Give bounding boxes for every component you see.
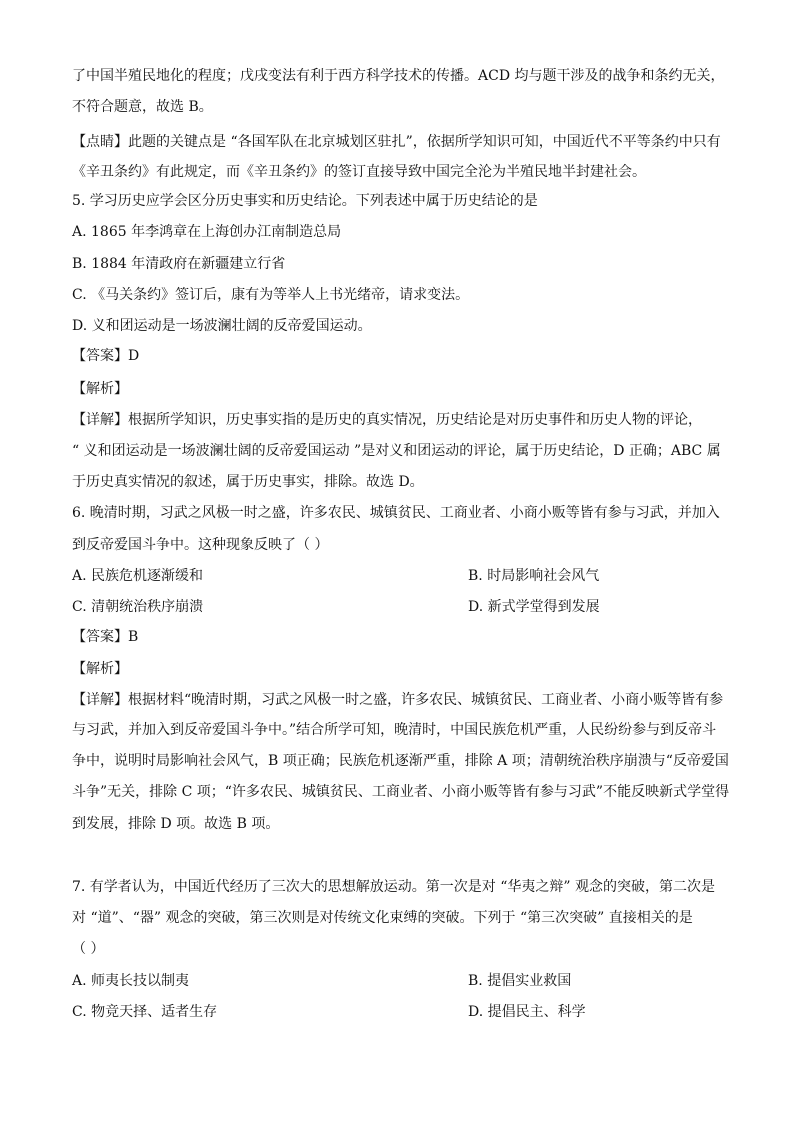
text-line: “ 义和团运动是一场波澜壮阔的反帝爱国运动 ”是对义和团运动的评论，属于历史结论，D 正确；ABC 属: [72, 443, 721, 459]
q5-option-b: B. 1884 年清政府在新疆建立行省: [72, 256, 286, 272]
question-7: 7. 有学者认为，中国近代经历了三次大的思想解放运动。第一次是对 “华夷之辩” 观念的突破，第二次是: [72, 879, 716, 895]
text-line: 争中，说明时局影响社会风气，B 项正确；民族危机逐渐严重，排除 A 项；清朝统治秩序崩溃与“反帝爱国: [72, 753, 729, 769]
text-line: 【详解】根据材料“晚清时期，习武之风极一时之盛，许多农民、城镇贫民、工商业者、小商小贩等皆有参: [72, 692, 724, 708]
q6-options-row: [72, 567, 724, 585]
q5-option-c: C. 《马关条约》签订后，康有为等举人上书光绪帝，请求变法。: [72, 287, 470, 303]
text-line: 到反帝爱国斗争中。这种现象反映了（ ）: [72, 537, 329, 553]
text-line: 【点睛】此题的关键点是 “各国军队在北京城划区驻扎”，依据所学知识可知，中国近代不平等条约中只有: [72, 134, 721, 150]
q5-option-a: A. 1865 年李鸿章在上海创办江南制造总局: [72, 224, 342, 240]
text-line: 与习武，并加入到反帝爱国斗争中。”结合所学可知，晚清时，中国民族危机严重，人民纷纷参与到反帝斗: [72, 722, 717, 738]
text-line: 于历史真实情况的叙述，属于历史事实，排除。故选 D。: [72, 474, 424, 490]
q5-option-d: D. 义和团运动是一场波澜壮阔的反帝爱国运动。: [72, 318, 372, 334]
q7-option-c: C. 物竞天择、适者生存: [72, 1004, 218, 1020]
text-line: 《辛丑条约》有此规定，而《辛丑条约》的签订直接导致中国完全沦为半殖民地半封建社会。: [72, 164, 646, 180]
q7-option-a: A. 师夷长技以制夷: [72, 973, 190, 989]
q7-option-b: B. 提倡实业救国: [468, 973, 572, 989]
q6-options-row: [72, 598, 724, 616]
q6-option-d: D. 新式学堂得到发展: [468, 599, 600, 615]
q5-answer: 【答案】D: [72, 348, 140, 364]
text-line: （ ）: [72, 941, 105, 957]
q5-analysis-heading: 【解析】: [72, 381, 128, 397]
q7-option-d: D. 提倡民主、科学: [468, 1004, 586, 1020]
question-5: 5. 学习历史应学会区分历史事实和历史结论。下列表述中属于历史结论的是: [72, 193, 538, 209]
text-line: 到发展，排除 D 项。故选 B 项。: [72, 816, 280, 832]
q6-analysis-heading: 【解析】: [72, 661, 128, 677]
text-line: 不符合题意，故选 B。: [72, 99, 213, 115]
q6-option-a: A. 民族危机逐渐缓和: [72, 568, 204, 584]
text-line: 斗争”无关，排除 C 项；“许多农民、城镇贫民、工商业者、小商小贩等皆有参与习武”不能反映新式学堂得: [72, 784, 730, 800]
text-line: 对 “道”、“器” 观念的突破，第三次则是对传统文化束缚的突破。下列于 “第三次突破” 直接相关的是: [72, 910, 693, 926]
text-line: 了中国半殖民地化的程度；戊戌变法有利于西方科学技术的传播。ACD 均与题干涉及的战争和条约无关，: [72, 68, 725, 84]
q7-options-row: [72, 1003, 724, 1021]
q6-option-b: B. 时局影响社会风气: [468, 568, 600, 584]
text-line: 【详解】根据所学知识，历史事实指的是历史的真实情况，历史结论是对历史事件和历史人物的评论，: [72, 412, 702, 428]
q7-options-row: [72, 972, 724, 990]
q6-answer: 【答案】B: [72, 629, 139, 645]
question-6: 6. 晚清时期，习武之风极一时之盛，许多农民、城镇贫民、工商业者、小商小贩等皆有参与习武，并加入: [72, 505, 720, 521]
q6-option-c: C. 清朝统治秩序崩溃: [72, 599, 204, 615]
